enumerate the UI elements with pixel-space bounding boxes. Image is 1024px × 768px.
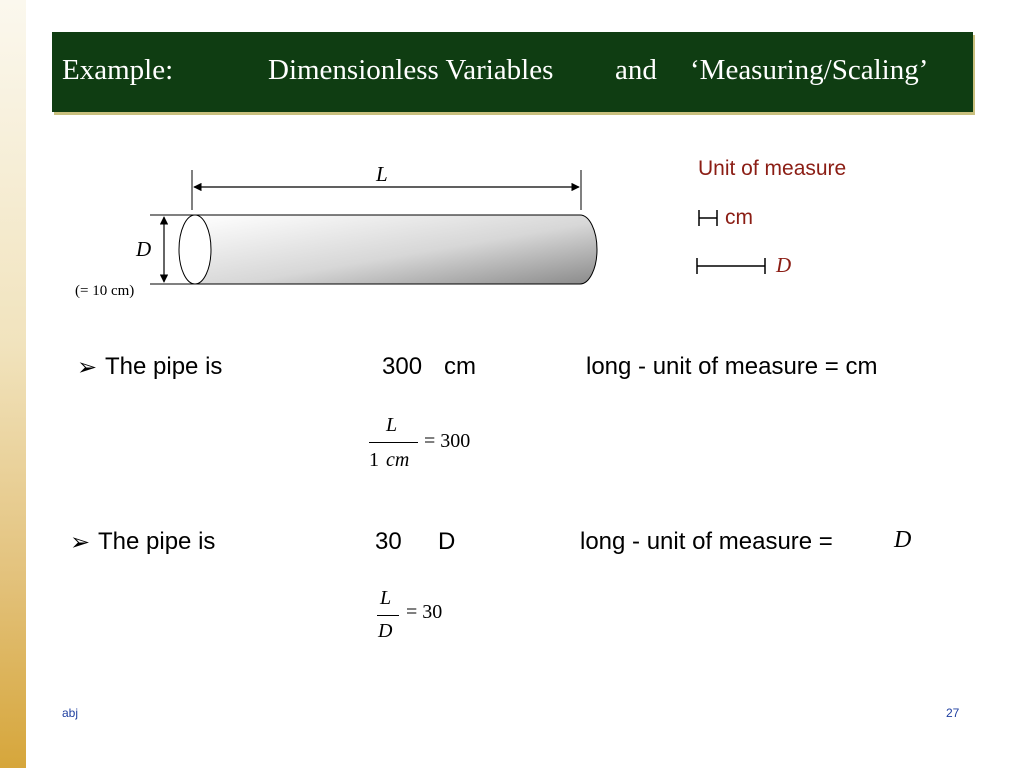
- line2-value: 30: [375, 528, 402, 555]
- line2-tail-unit: D: [894, 527, 912, 553]
- pipe-body: [195, 215, 597, 284]
- line1-unit: cm: [444, 353, 476, 380]
- eq2-denominator: D: [378, 620, 393, 642]
- d-unit-label: D: [776, 253, 792, 277]
- eq2-rhs: = 30: [406, 601, 443, 623]
- line2-lead: The pipe is: [98, 528, 216, 555]
- title-topic: Dimensionless Variables: [268, 54, 554, 86]
- eq1-den-number: 1: [369, 449, 379, 471]
- pipe-end-face: [179, 215, 211, 284]
- title-quote: ‘Measuring/Scaling’: [690, 54, 929, 86]
- page-number: 27: [946, 706, 960, 720]
- title-and: and: [615, 54, 657, 86]
- eq1-rhs: = 300: [424, 430, 471, 452]
- eq1-den-unit: cm: [386, 449, 410, 471]
- equation-1: [365, 414, 495, 474]
- footer-author: abj: [62, 706, 79, 720]
- d-scale-bar-icon: [695, 256, 769, 276]
- line2-unit: D: [438, 528, 456, 555]
- line1-value: 300: [382, 353, 423, 380]
- line1-tail: long - unit of measure = cm: [586, 353, 878, 380]
- diameter-note: (= 10 cm): [75, 283, 135, 299]
- side-decoration-bar: [0, 0, 26, 768]
- unit-of-measure-heading: Unit of measure: [698, 157, 847, 180]
- line2-tail: long - unit of measure =: [580, 528, 833, 555]
- cm-scale-bar-icon: [697, 208, 721, 228]
- equation-2: [374, 587, 464, 647]
- eq2-numerator: L: [380, 587, 392, 609]
- bullet-2: ➢: [70, 529, 91, 556]
- bullet-1: ➢: [77, 354, 98, 381]
- length-label: L: [376, 162, 388, 186]
- eq2-fraction-bar: [377, 615, 399, 616]
- eq1-fraction-bar: [369, 442, 418, 443]
- line1-lead: The pipe is: [105, 353, 223, 380]
- title-example-label: Example:: [62, 54, 174, 86]
- slide-title-bar: [52, 32, 973, 112]
- eq1-numerator: L: [386, 414, 398, 436]
- cm-unit-label: cm: [725, 206, 753, 229]
- diameter-label: D: [136, 237, 152, 261]
